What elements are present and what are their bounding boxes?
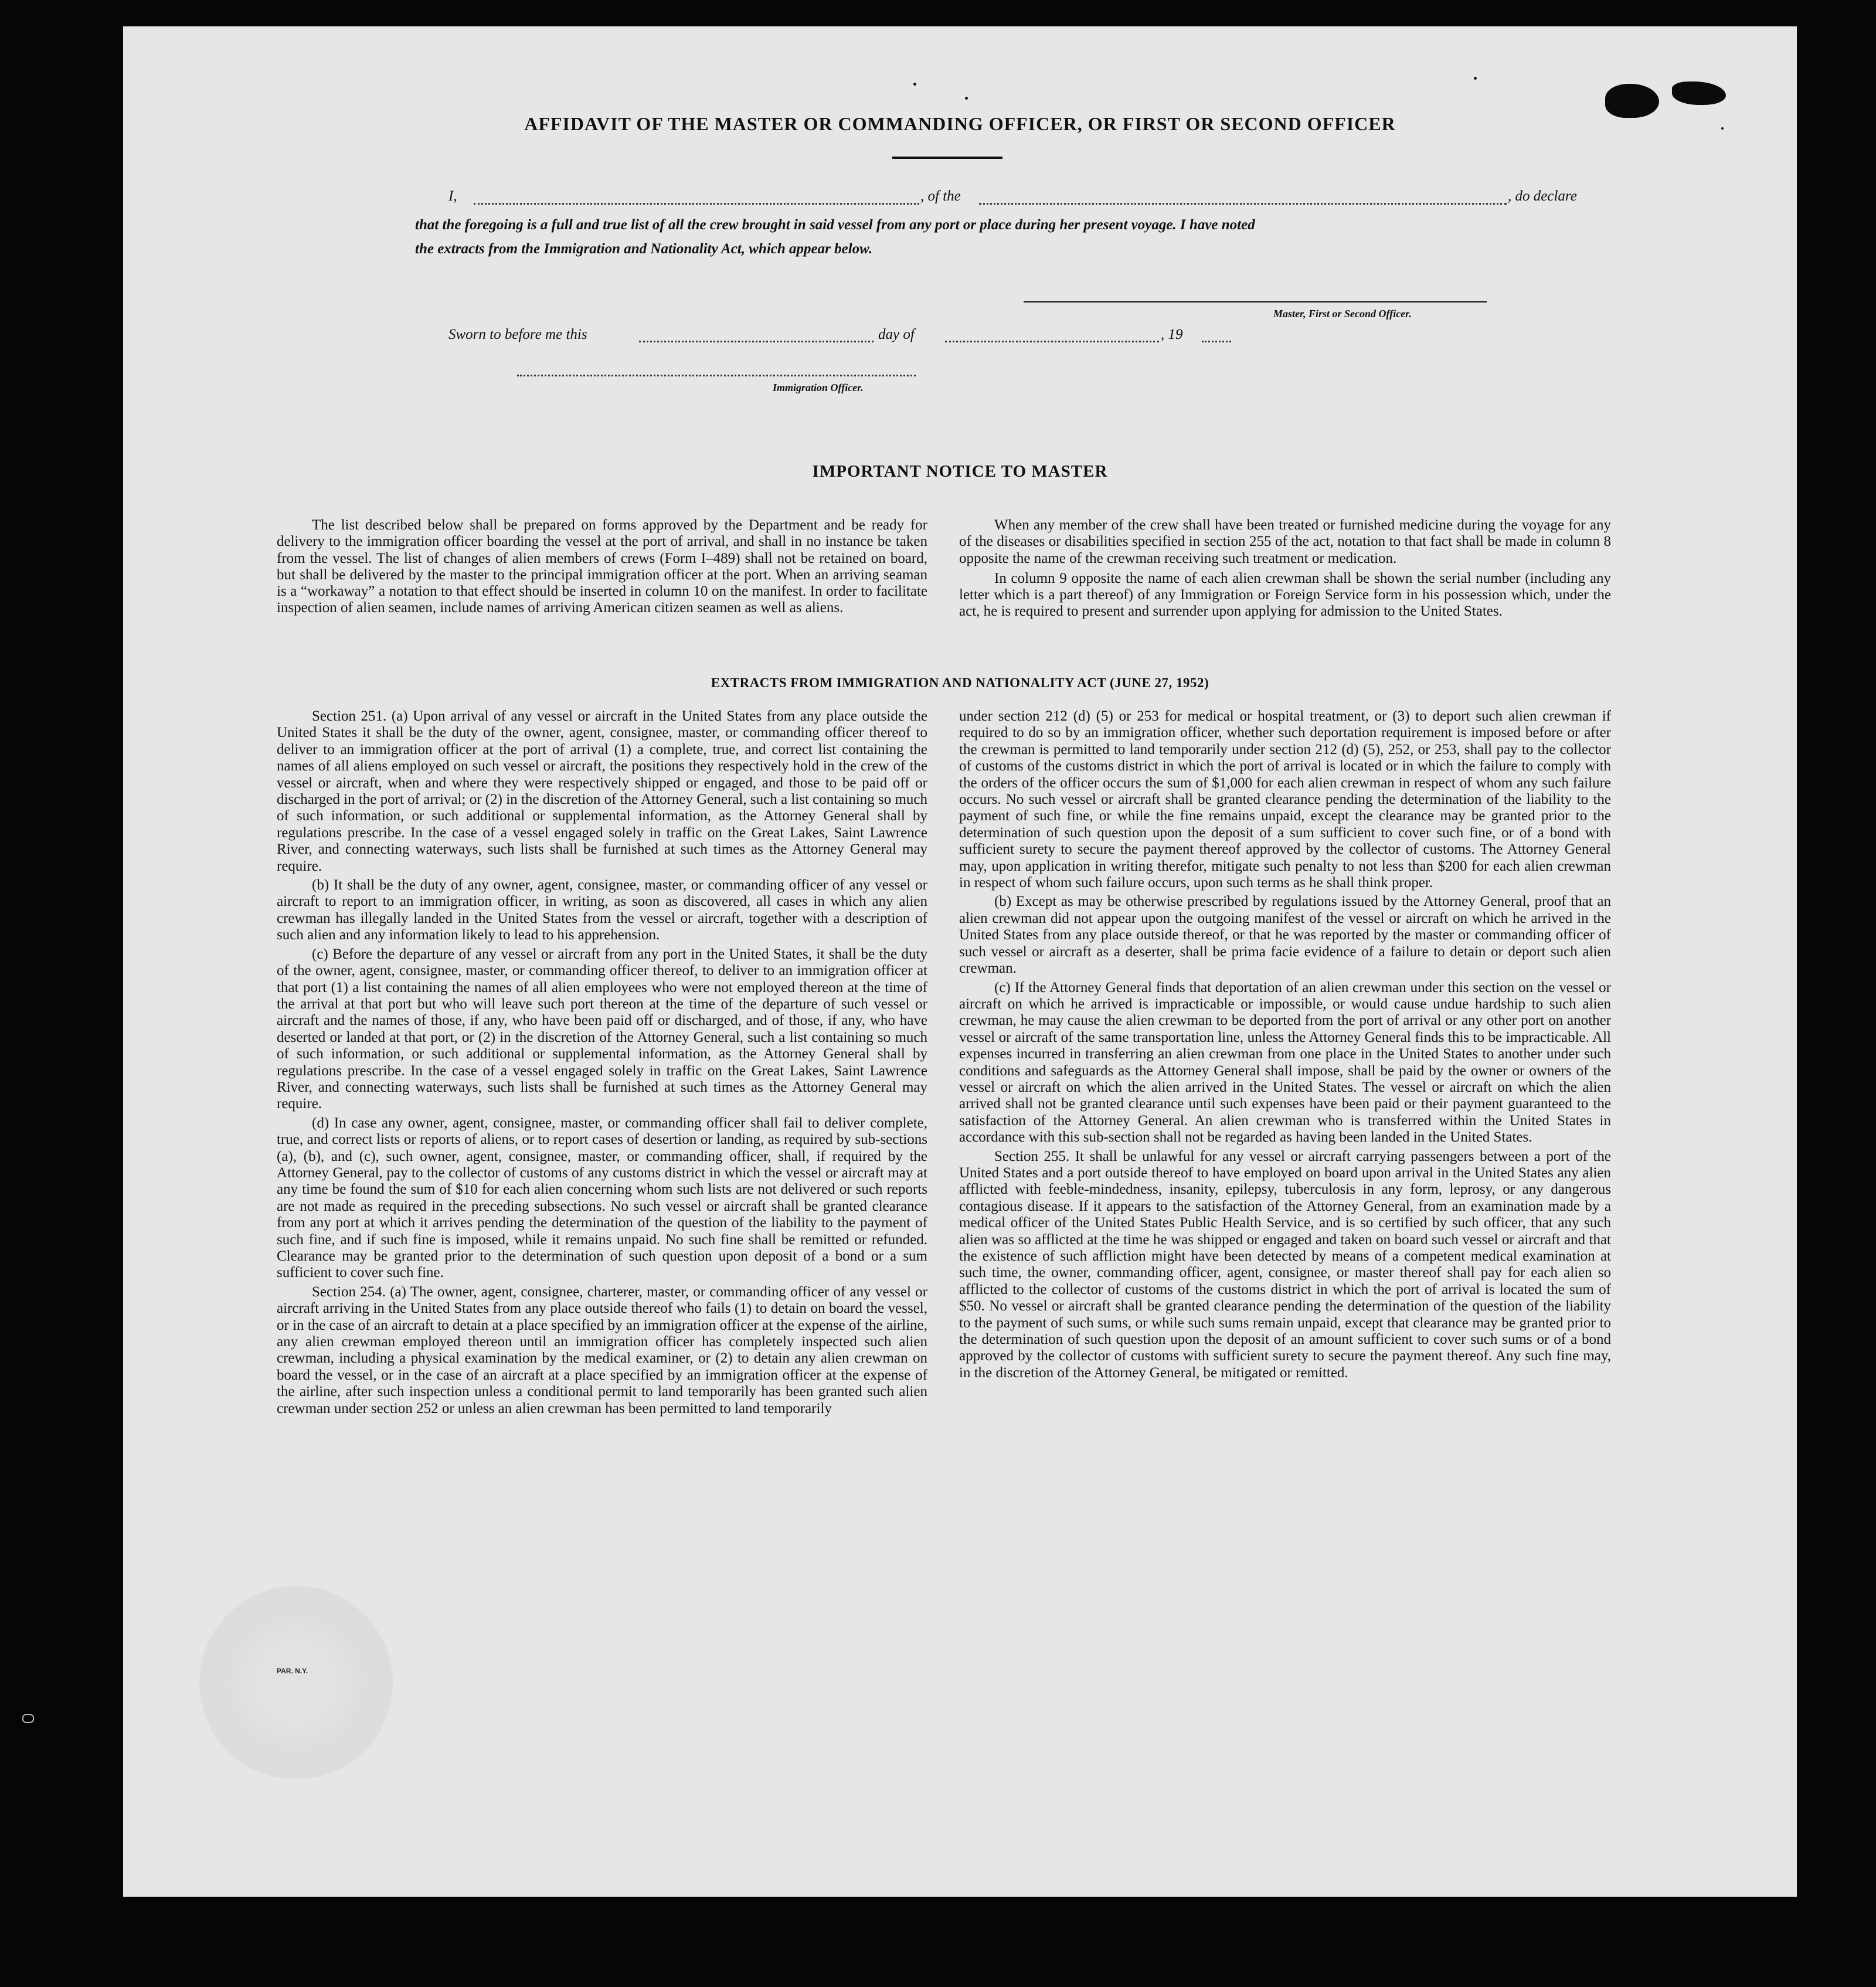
document-page xyxy=(123,26,1797,1897)
ink-speck xyxy=(1474,77,1477,80)
vessel-field[interactable] xyxy=(979,203,1507,205)
title-rule xyxy=(892,157,1002,159)
notice-title: IMPORTANT NOTICE TO MASTER xyxy=(812,462,1108,481)
sworn-day-field[interactable] xyxy=(639,341,874,342)
section-254-b: (b) Except as may be otherwise prescribed by regulations issued by the Attorney General, proof that an alien crewman did not appear upon the outgoing manifest of the vessel or aircraft on which he arrived in the United States from any place outside thereof, or that he was reported by the master or commanding officer of such vessel or aircraft as a deserter, shall be prima facie evidence of a failure to detain or deport such alien crewman. xyxy=(959,894,1611,977)
notice-right-paragraph-1: When any member of the crew shall have been treated or furnished medicine during the voyage for any of the diseases or disabilities specified in section 255 of the act, notation to that fact shall be made in column 8 opposite the name of the crewman receiving such treatment or medication. xyxy=(959,517,1611,566)
sworn-year-field[interactable] xyxy=(1202,341,1231,342)
notice-left-column xyxy=(277,517,927,619)
notice-left-paragraph: The list described below shall be prepared on forms approved by the Department and be ready for delivery to the immigration officer boarding the vessel at the port of arrival, and shall in no instance be taken from the vessel. The list of changes of alien members of crews (Form I–489) shall not be retained on board, but shall be delivered by the master to the principal immigration officer at the port. When an arriving seaman is a “workaway” a notation to that effect should be inserted in column 10 on the manifest. In order to facilitate inspection of alien seamen, include names of arriving American citizen seamen as well as aliens. xyxy=(277,517,927,616)
printer-mark: PAR. N.Y. xyxy=(277,1667,308,1675)
notice-right-paragraph-2: In column 9 opposite the name of each alien crewman shall be shown the serial number (including any letter which is a part thereof) of any Immigration or Foreign Service form in his possession which, under the act, he is required to present and surrender upon applying for admission to the United States. xyxy=(959,570,1611,620)
notice-right-column xyxy=(959,517,1611,623)
edge-mark xyxy=(22,1714,34,1723)
master-signature-line[interactable] xyxy=(1024,301,1487,303)
sworn-day-of: day of xyxy=(878,327,915,342)
extracts-right-column xyxy=(959,708,1611,1384)
declare-i: I, xyxy=(448,188,457,204)
sworn-month-field[interactable] xyxy=(945,341,1159,342)
statement-line-1: that the foregoing is a full and true list of all the crew brought in said vessel from any port or place during her present voyage. I have noted xyxy=(415,217,1255,233)
sworn-year: , 19 xyxy=(1161,327,1183,342)
officer-signature-line[interactable] xyxy=(517,375,916,376)
section-254-a-continued: under section 212 (d) (5) or 253 for medical or hospital treatment, or (3) to deport such alien crewman if required to do so by an immigration officer, whether such deportation requirement is imposed before or after the crewman is permitted to land temporarily under section 212 (d) (5), 252, or 253, shall pay to the collector of customs of the customs district in which the port of arrival is located or in which the failure to comply with the orders of the officer occurs the sum of $1,000 for each alien crewman in respect of whom any such failure occurs. No such vessel or aircraft shall be granted clearance pending the determination of the liability to the payment of such fine, or while the fine remains unpaid, except the clearance may be granted prior to the determination of such question upon the deposit of a sum sufficient to cover such fine, or of a bond with sufficient surety to secure the payment thereof approved by the collector of customs. The Attorney General may, upon application in writing therefor, mitigate such penalty to not less than $200 for each alien crewman in respect of whom such failure occurs, upon such terms as he shall think proper. xyxy=(959,708,1611,891)
declare-of-the: , of the xyxy=(920,188,961,204)
embossed-seal xyxy=(199,1586,393,1779)
section-251-d: (d) In case any owner, agent, consignee, master, or commanding officer shall fail to deliver complete, true, and correct lists or reports of aliens, or to report cases of desertion or landing, as required by sub-sections (a), (b), and (c), such owner, agent, consignee, master, or commanding officer, shall, if required by the Attorney General, pay to the collector of customs of any customs district in which the vessel or aircraft may at any time be found the sum of $10 for each alien concerning whom such lists are not delivered or such reports are not made as required in the preceding subsections. No such vessel or aircraft shall be granted clearance from any port at which it arrives pending the determination of the question of the liability to the payment of such fine, and if such fine is imposed, while it remains unpaid. No such fine shall be remitted or refunded. Clearance may be granted prior to the determination of such question upon deposit of a bond or a sum sufficient to cover such fine. xyxy=(277,1115,927,1281)
section-251-a: Section 251. (a) Upon arrival of any vessel or aircraft in the United States from any place outside the United States it shall be the duty of the owner, agent, consignee, master, or commanding officer thereof to deliver to an immigration officer at the port of arrival (1) a complete, true, and correct list containing the names of all aliens employed on such vessel or aircraft, the positions they respectively hold in the crew of the vessel or aircraft, when and where they were respectively shipped or engaged, and those to be paid off or discharged in the port of arrival; or (2) in the discretion of the Attorney General, such a list containing so much of such information, or such additional or supplemental information, as the Attorney General shall by regulations prescribe. In the case of a vessel engaged solely in traffic on the Great Lakes, Saint Lawrence River, and connecting waterways, such lists shall be furnished at such times as the Attorney General may require. xyxy=(277,708,927,874)
affidavit-title: AFFIDAVIT OF THE MASTER OR COMMANDING OFFICER, OR FIRST OR SECOND OFFICER xyxy=(524,113,1396,134)
section-255: Section 255. It shall be unlawful for any vessel or aircraft carrying passengers between a port of the United States and a port outside thereof to have employed on board upon arrival in the United States any alien afflicted with feeble-mindedness, insanity, epilepsy, tuberculosis in any form, leprosy, or any dangerous contagious disease. If it appears to the satisfaction of the Attorney General, from an examination made by a medical officer of the United States Public Health Service, and is so certified by such officer, that any such alien was so afflicted at the time he was shipped or engaged and taken on board such vessel or aircraft and that the existence of such affliction might have been detected by means of a competent medical examination at such time, the owner, commanding officer, agent, consignee, or master thereof shall pay for each alien so afflicted to the collector of customs of the customs district in which the port of arrival is located the sum of $50. No vessel or aircraft shall be granted clearance pending the determination of the question of the liability to the payment of such sums, or while such sums remain unpaid, except that clearance may be granted prior to the determination of such question upon the deposit of an amount sufficient to cover such sums or of a bond approved by the collector of customs with sufficient surety to secure the payment thereof. Any such fine may, in the discretion of the Attorney General, be mitigated or remitted. xyxy=(959,1148,1611,1381)
declare-do-declare: , do declare xyxy=(1508,188,1577,204)
section-254-a-start: Section 254. (a) The owner, agent, consignee, charterer, master, or commanding officer of any vessel or aircraft arriving in the United States from any place outside thereof who fails (1) to detain on board the vessel, or in the case of an aircraft to detain at a place specified by an immigration officer at the expense of the airline, any alien crewman employed thereon until an immigration officer has completely inspected such alien crewman, including a physical examination by the medical examiner, or (2) to detain any alien crewman on board the vessel, or in the case of an aircraft at a place specified by an immigration officer at the expense of the airline, after such inspection unless a conditional permit to land temporarily has been granted such alien crewman under section 252 or unless an alien crewman has been permitted to land temporarily xyxy=(277,1283,927,1417)
ink-speck xyxy=(913,83,916,86)
officer-caption: Immigration Officer. xyxy=(773,382,864,393)
sworn-prefix: Sworn to before me this xyxy=(448,327,587,342)
ink-blot xyxy=(1672,81,1726,105)
extracts-title: EXTRACTS FROM IMMIGRATION AND NATIONALITY ACT (JUNE 27, 1952) xyxy=(711,675,1209,690)
section-251-b: (b) It shall be the duty of any owner, agent, consignee, master, or commanding officer of any vessel or aircraft to report to an immigration officer, in writing, as soon as discovered, all cases in which any alien crewman has illegally landed in the United States from the vessel or aircraft, together with a description of such alien and any information likely to lead to his apprehension. xyxy=(277,877,927,943)
statement-line-2: the extracts from the Immigration and Nationality Act, which appear below. xyxy=(415,241,873,257)
extracts-left-column xyxy=(277,708,927,1419)
section-254-c: (c) If the Attorney General finds that deportation of an alien crewman under this section on the vessel or aircraft on which he arrived is impracticable or impossible, or would cause undue hardship to such alien crewman, he may cause the alien crewman to be deported from the port of arrival or any other port on another vessel or aircraft of the same transportation line, unless the Attorney General finds this to be impracticable. All expenses incurred in transferring an alien crewman from one place in the United States to another under such conditions and safeguards as the Attorney General shall impose, shall be paid by the owner or owners of the vessel or aircraft on which the alien arrived in the United States. The vessel or aircraft on which the alien arrived shall not be granted clearance until such expenses have been paid or their payment guaranteed to the satisfaction of the Attorney General. An alien crewman who is transferred within the United States in accordance with this sub-section shall not be regarded as having been landed in the United States. xyxy=(959,979,1611,1146)
ink-speck xyxy=(965,97,968,100)
section-251-c: (c) Before the departure of any vessel or aircraft from any port in the United States, it shall be the duty of the owner, agent, consignee, master, or commanding officer thereof, to deliver to an immigration officer at that port (1) a list containing the names of all alien employees who were not employed thereon at the time of the arrival at that port but who will leave such port thereon at the time of the departure of such vessel or aircraft and the names of those, if any, who have been paid off or discharged, and of those, if any, who have deserted or landed at that port, or (2) in the discretion of the Attorney General, such a list containing so much of such information, or such additional or supplemental information, as the Attorney General shall by regulations prescribe. In the case of a vessel engaged solely in traffic on the Great Lakes, Saint Lawrence River, and connecting waterways, such lists shall be furnished at such times as the Attorney General may require. xyxy=(277,946,927,1112)
master-caption: Master, First or Second Officer. xyxy=(1273,308,1412,320)
name-field[interactable] xyxy=(474,203,919,205)
